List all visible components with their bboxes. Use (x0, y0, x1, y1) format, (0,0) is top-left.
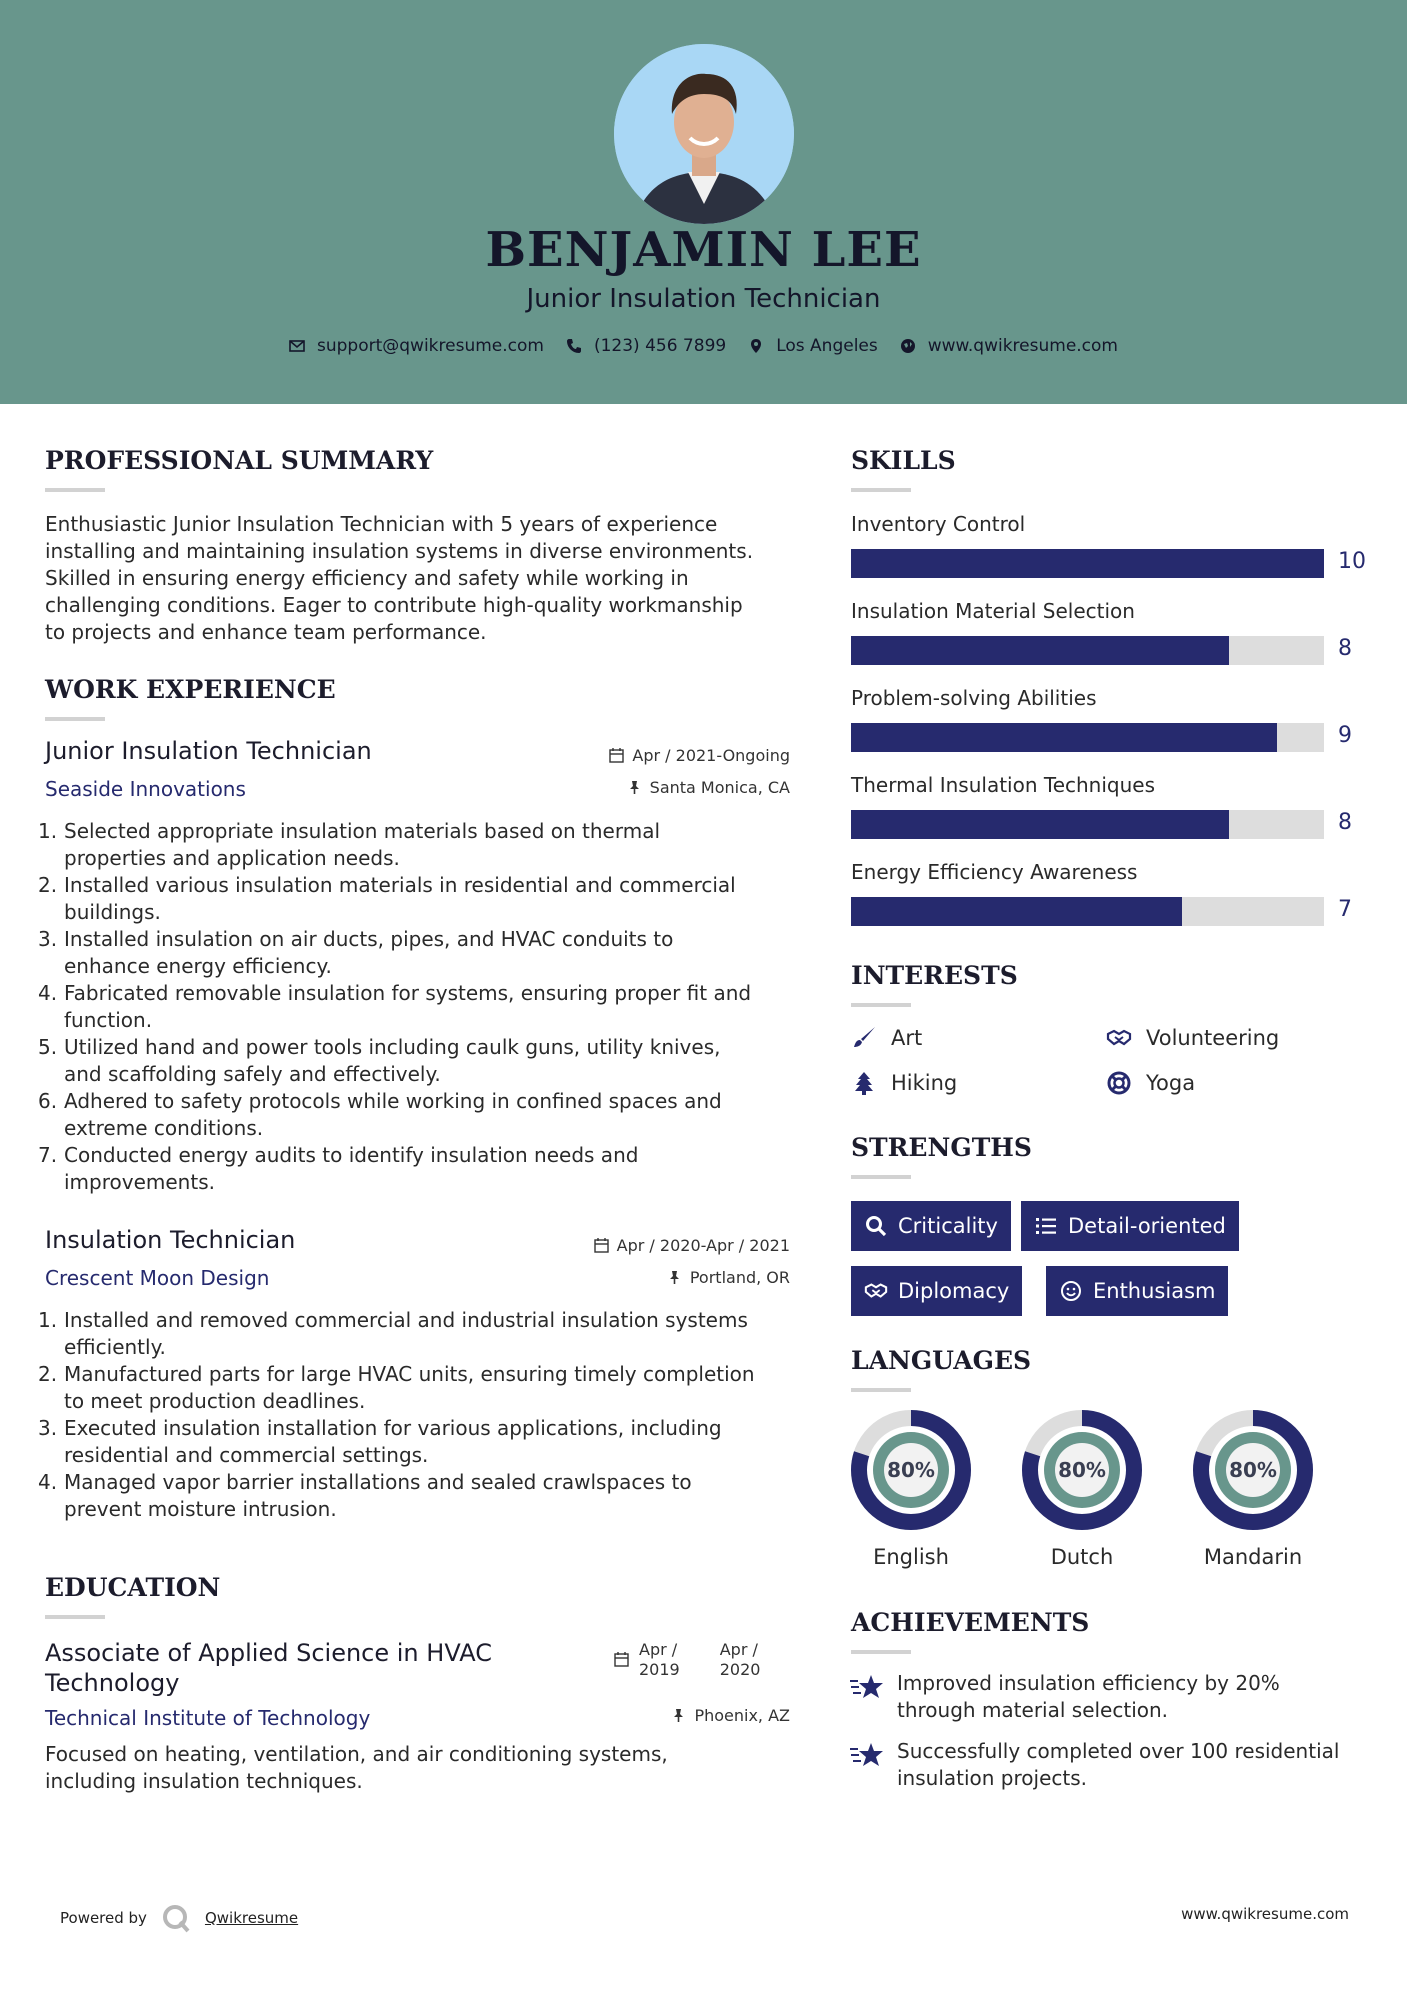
achievement-line: insulation projects. (897, 1766, 1087, 1790)
language-ring (850, 1409, 972, 1531)
job-company[interactable]: Crescent Moon Design (45, 1266, 270, 1290)
footer-website[interactable]: www.qwikresume.com (1181, 1905, 1349, 1923)
education-description (45, 1741, 805, 1795)
skill-bar-track (851, 897, 1324, 926)
summary-text (45, 511, 805, 646)
star-icon (849, 1740, 885, 1770)
skill-value: 7 (1338, 897, 1352, 922)
job-location (540, 1268, 790, 1287)
contact-location (748, 336, 878, 356)
language-label: English (873, 1545, 949, 1569)
job-dates-text: Apr / 2020-Apr / 2021 (616, 1236, 790, 1255)
degree-line: Technology (45, 1669, 180, 1697)
interest-label: Volunteering (1146, 1026, 1280, 1050)
job-dates (540, 746, 790, 765)
skill-bar-track (851, 723, 1324, 752)
lifering-icon (1106, 1070, 1132, 1096)
skill-bar-track (851, 549, 1324, 578)
language-label: Dutch (1050, 1545, 1114, 1569)
skill-label: Inventory Control (851, 512, 1026, 536)
skill-bar-fill (851, 723, 1277, 752)
school-name[interactable]: Technical Institute of Technology (45, 1706, 371, 1730)
skill-bar-fill (851, 897, 1182, 926)
strength-label: Detail-oriented (1068, 1214, 1226, 1238)
website-text: www.qwikresume.com (927, 336, 1118, 356)
strengths-heading: STRENGTHS (851, 1133, 1032, 1179)
language-ring (1192, 1409, 1314, 1531)
interest-volunteering (1106, 1025, 1279, 1051)
education-dates (614, 1640, 760, 1680)
degree-line: Associate of Applied Science in HVAC (45, 1639, 492, 1667)
email-text: support@qwikresume.com (317, 336, 544, 356)
skill-bar-track (851, 636, 1324, 665)
calendar-icon (609, 748, 624, 763)
skill-value: 8 (1338, 810, 1352, 835)
job-bullets (38, 1307, 808, 1523)
achievement-item (849, 1738, 1339, 1792)
list-item: 7. Conducted energy audits to identify insulation needs and improvements. (38, 1143, 639, 1194)
date-start: Apr / 2019 (639, 1640, 680, 1679)
list-item: 1. Installed and removed commercial and industrial insulation systems efficiently. (38, 1308, 748, 1359)
calendar-icon (594, 1238, 609, 1253)
tree-icon (851, 1070, 877, 1096)
skill-value: 10 (1338, 549, 1366, 574)
list-item: 3. Installed insulation on air ducts, pipes, and HVAC conduits to enhance energy efficiency. (38, 927, 674, 978)
language-label: Mandarin (1203, 1545, 1303, 1569)
list-item: 5. Utilized hand and power tools including caulk guns, utility knives, and scaffolding safely and effectively. (38, 1035, 721, 1086)
interest-label: Yoga (1146, 1071, 1196, 1095)
skill-bar-track (851, 810, 1324, 839)
brand-link[interactable]: Qwikresume (204, 1909, 299, 1927)
strength-chip (1021, 1201, 1239, 1251)
strength-chip (851, 1201, 1011, 1251)
achievement-line: Successfully completed over 100 residential (897, 1739, 1340, 1763)
skill-label: Energy Efficiency Awareness (851, 860, 1138, 884)
language-percent: 80% (887, 1458, 935, 1482)
list-item: 2. Manufactured parts for large HVAC units, ensuring timely completion to meet production deadlines. (38, 1362, 755, 1413)
skill-label: Problem-solving Abilities (851, 686, 1097, 710)
achievement-line: through material selection. (897, 1698, 1169, 1722)
handshake-icon (1106, 1025, 1132, 1051)
summary-heading: PROFESSIONAL SUMMARY (45, 446, 433, 492)
skill-bar-fill (851, 636, 1229, 665)
language-ring (1021, 1409, 1143, 1531)
skill-bar-fill (851, 549, 1324, 578)
summary-line: installing and maintaining insulation systems in diverse environments. (45, 539, 754, 563)
description-line: including insulation techniques. (45, 1769, 363, 1793)
summary-line: Skilled in ensuring energy efficiency and safety while working in (45, 566, 689, 590)
job-location-text: Santa Monica, CA (649, 778, 790, 797)
experience-heading: WORK EXPERIENCE (45, 675, 336, 721)
skills-heading: SKILLS (851, 446, 956, 492)
location-text: Los Angeles (776, 336, 878, 356)
list-item: 6. Adhered to safety protocols while working in confined spaces and extreme conditions. (38, 1089, 722, 1140)
education-heading: EDUCATION (45, 1573, 220, 1619)
pushpin-icon (671, 1708, 686, 1723)
handshake-icon (864, 1279, 888, 1303)
summary-line: challenging conditions. Eager to contribute high-quality workmanship (45, 593, 743, 617)
pushpin-icon (667, 1270, 682, 1285)
education-location-text: Phoenix, AZ (694, 1706, 790, 1725)
skill-label: Insulation Material Selection (851, 599, 1135, 623)
list-icon (1034, 1214, 1058, 1238)
language-percent: 80% (1229, 1458, 1277, 1482)
strength-chip (1046, 1266, 1228, 1316)
phone-icon (566, 338, 582, 354)
star-icon (849, 1672, 885, 1702)
job-dates (540, 1236, 790, 1255)
search-icon (864, 1214, 888, 1238)
profile-photo (614, 44, 794, 224)
calendar-icon (614, 1652, 629, 1667)
interest-label: Art (891, 1026, 923, 1050)
list-item: 3. Executed insulation installation for various applications, including residential and commercial settings. (38, 1416, 722, 1467)
date-end: Apr / 2020 (719, 1640, 761, 1679)
interests-heading: INTERESTS (851, 961, 1018, 1007)
job-company[interactable]: Seaside Innovations (45, 777, 246, 801)
interest-label: Hiking (891, 1071, 958, 1095)
education-location (540, 1706, 790, 1725)
achievement-line: Improved insulation efficiency by 20% (897, 1671, 1280, 1695)
map-marker-icon (748, 338, 764, 354)
contact-email[interactable] (289, 336, 544, 356)
job-dates-text: Apr / 2021-Ongoing (632, 746, 790, 765)
envelope-icon (289, 338, 305, 354)
job-location-text: Portland, OR (689, 1268, 790, 1287)
job-title: Junior Insulation Technician (45, 737, 372, 765)
job-title: Insulation Technician (45, 1226, 296, 1254)
list-item: 1. Selected appropriate insulation materials based on thermal properties and application needs. (38, 819, 661, 870)
strength-chip (851, 1266, 1022, 1316)
degree-title (45, 1638, 492, 1698)
summary-line: to projects and enhance team performance. (45, 620, 487, 644)
contact-website[interactable] (900, 336, 1118, 356)
candidate-name: BENJAMIN LEE (485, 222, 922, 278)
interest-yoga (1106, 1070, 1195, 1096)
powered-by-text: Powered by (60, 1909, 147, 1927)
footer-powered-by (60, 1903, 298, 1933)
paintbrush-icon (851, 1025, 877, 1051)
list-item: 4. Managed vapor barrier installations and sealed crawlspaces to prevent moisture intrusion. (38, 1470, 692, 1521)
header-banner (0, 0, 1407, 404)
language-percent: 80% (1058, 1458, 1106, 1482)
job-bullets (38, 818, 808, 1196)
summary-line: Enthusiastic Junior Insulation Technician with 5 years of experience (45, 512, 718, 536)
achievement-item (849, 1670, 1280, 1724)
contact-phone[interactable] (566, 336, 726, 356)
skill-label: Thermal Insulation Techniques (851, 773, 1155, 797)
job-location (540, 778, 790, 797)
smile-icon (1059, 1279, 1083, 1303)
candidate-title: Junior Insulation Technician (526, 284, 881, 314)
globe-icon (900, 338, 916, 354)
skill-value: 9 (1338, 723, 1352, 748)
pushpin-icon (627, 780, 642, 795)
description-line: Focused on heating, ventilation, and air conditioning systems, (45, 1742, 668, 1766)
list-item: 4. Fabricated removable insulation for systems, ensuring proper fit and function. (38, 981, 752, 1032)
interest-art (851, 1025, 922, 1051)
achievements-heading: ACHIEVEMENTS (851, 1608, 1089, 1654)
avatar (614, 44, 794, 224)
languages-heading: LANGUAGES (851, 1346, 1031, 1392)
qwikresume-logo-icon (161, 1903, 191, 1933)
skill-bar-fill (851, 810, 1229, 839)
interest-hiking (851, 1070, 957, 1096)
strength-label: Enthusiasm (1093, 1279, 1216, 1303)
skill-value: 8 (1338, 636, 1352, 661)
contact-bar (0, 336, 1407, 356)
phone-text: (123) 456 7899 (593, 336, 727, 356)
strength-label: Criticality (898, 1214, 998, 1238)
list-item: 2. Installed various insulation materials in residential and commercial buildings. (38, 873, 736, 924)
strength-label: Diplomacy (898, 1279, 1010, 1303)
